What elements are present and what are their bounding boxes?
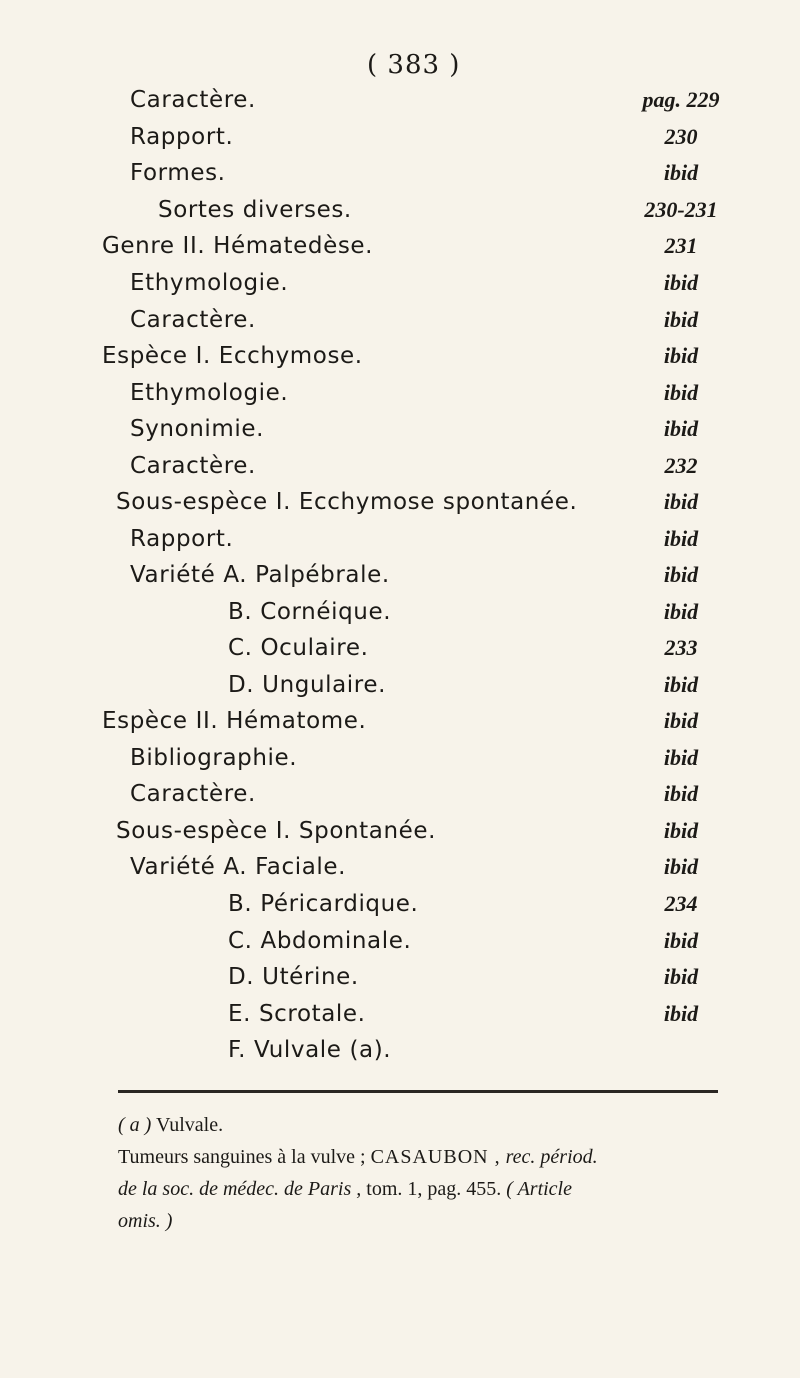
entry-label: Variété A. Faciale. (130, 854, 347, 880)
entry-page: ibid (663, 380, 699, 405)
index-entry (0, 745, 800, 783)
entry-page: ibid (663, 928, 699, 953)
entry-page: ibid (663, 854, 699, 879)
entry-page: ibid (663, 489, 699, 514)
entry-label: E. Scrotale. (228, 1001, 366, 1027)
entry-label: Caractère. (130, 453, 256, 479)
footnote-heading (118, 1114, 728, 1137)
index-entry (0, 87, 800, 125)
footnote-line (118, 1210, 728, 1233)
entry-label: F. Vulvale (a). (228, 1037, 392, 1063)
entry-label: Ethymologie. (130, 270, 289, 296)
index-entry (0, 964, 800, 1002)
entry-page: 233 (664, 635, 698, 660)
footnote-source: rec. périod. (505, 1146, 598, 1168)
entry-page: ibid (663, 562, 699, 587)
entry-page: 231 (664, 233, 698, 258)
entry-page: ibid (663, 818, 699, 843)
index-entry (0, 562, 800, 600)
entry-label: Sous-espèce I. Ecchymose spontanée. (116, 489, 578, 515)
entry-page: ibid (663, 160, 699, 185)
page-number: ( 383 ) (367, 50, 461, 80)
index-entry (0, 1001, 800, 1039)
index-entry (0, 928, 800, 966)
index-entry (0, 160, 800, 198)
index-entry (0, 818, 800, 856)
footnote-reference: tom. 1, pag. 455. (366, 1178, 502, 1200)
index-entry (0, 197, 800, 235)
footnote-title: Vulvale. (155, 1114, 224, 1136)
entry-page: ibid (663, 526, 699, 551)
entry-page: pag. 229 (642, 87, 720, 112)
entry-label: D. Utérine. (228, 964, 359, 990)
footnote-note: ( Article (506, 1178, 572, 1200)
index-entry (0, 708, 800, 746)
footnote-source: de la soc. de médec. de Paris , (118, 1178, 362, 1200)
entry-label: Rapport. (130, 526, 234, 552)
entry-label: Sortes diverses. (158, 197, 352, 223)
entry-label: Bibliographie. (130, 745, 298, 771)
entry-page: ibid (663, 964, 699, 989)
entry-label: Espèce I. Ecchymose. (102, 343, 363, 369)
footnote-text: Tumeurs sanguines à la vulve ; (118, 1146, 366, 1168)
entry-label: Variété A. Palpébrale. (130, 562, 390, 588)
index-entry (0, 307, 800, 345)
entry-page: ibid (663, 343, 699, 368)
entry-page: ibid (663, 599, 699, 624)
entry-label: Rapport. (130, 124, 234, 150)
index-entry (0, 380, 800, 418)
entry-label: Sous-espèce I. Spontanée. (116, 818, 437, 844)
entry-label: B. Péricardique. (228, 891, 419, 917)
entry-page: ibid (663, 745, 699, 770)
entry-label: Caractère. (130, 781, 256, 807)
entry-label: Formes. (130, 160, 226, 186)
entry-page: ibid (663, 672, 699, 697)
index-entry (0, 416, 800, 454)
entry-page: ibid (663, 708, 699, 733)
index-entry (0, 672, 800, 710)
entry-page: 230-231 (644, 197, 718, 222)
index-entry (0, 854, 800, 892)
entry-label: Synonimie. (130, 416, 265, 442)
entry-page: 230 (664, 124, 698, 149)
entry-page: 232 (664, 453, 698, 478)
index-entry (0, 489, 800, 527)
entry-label: C. Abdominale. (228, 928, 412, 954)
index-entry (0, 233, 800, 271)
footnote-line (118, 1146, 728, 1169)
index-entry (0, 124, 800, 162)
entry-label: Espèce II. Hématome. (102, 708, 367, 734)
index-entry (0, 526, 800, 564)
index-entry (0, 599, 800, 637)
index-entry (0, 781, 800, 819)
index-entry (0, 635, 800, 673)
entry-label: B. Cornéique. (228, 599, 392, 625)
index-entry (0, 453, 800, 491)
entry-label: Caractère. (130, 87, 256, 113)
entry-page: ibid (663, 781, 699, 806)
entry-label: Genre II. Hématedèse. (102, 233, 374, 259)
footnote-author: CASAUBON , (370, 1146, 501, 1168)
footnote-note: omis. ) (118, 1210, 173, 1232)
footnote-marker: ( a ) (118, 1114, 152, 1136)
entry-label: Caractère. (130, 307, 256, 333)
index-entry (0, 343, 800, 381)
footnote-divider (118, 1090, 718, 1093)
entry-label: Ethymologie. (130, 380, 289, 406)
entry-page: ibid (663, 270, 699, 295)
entry-label: D. Ungulaire. (228, 672, 387, 698)
index-entry (0, 891, 800, 929)
entry-page: 234 (664, 891, 698, 916)
entry-page: ibid (663, 1001, 699, 1026)
index-entry (0, 1037, 800, 1075)
entry-page: ibid (663, 307, 699, 332)
index-entry (0, 270, 800, 308)
footnote-line (118, 1178, 728, 1201)
entry-label: C. Oculaire. (228, 635, 369, 661)
entry-page: ibid (663, 416, 699, 441)
